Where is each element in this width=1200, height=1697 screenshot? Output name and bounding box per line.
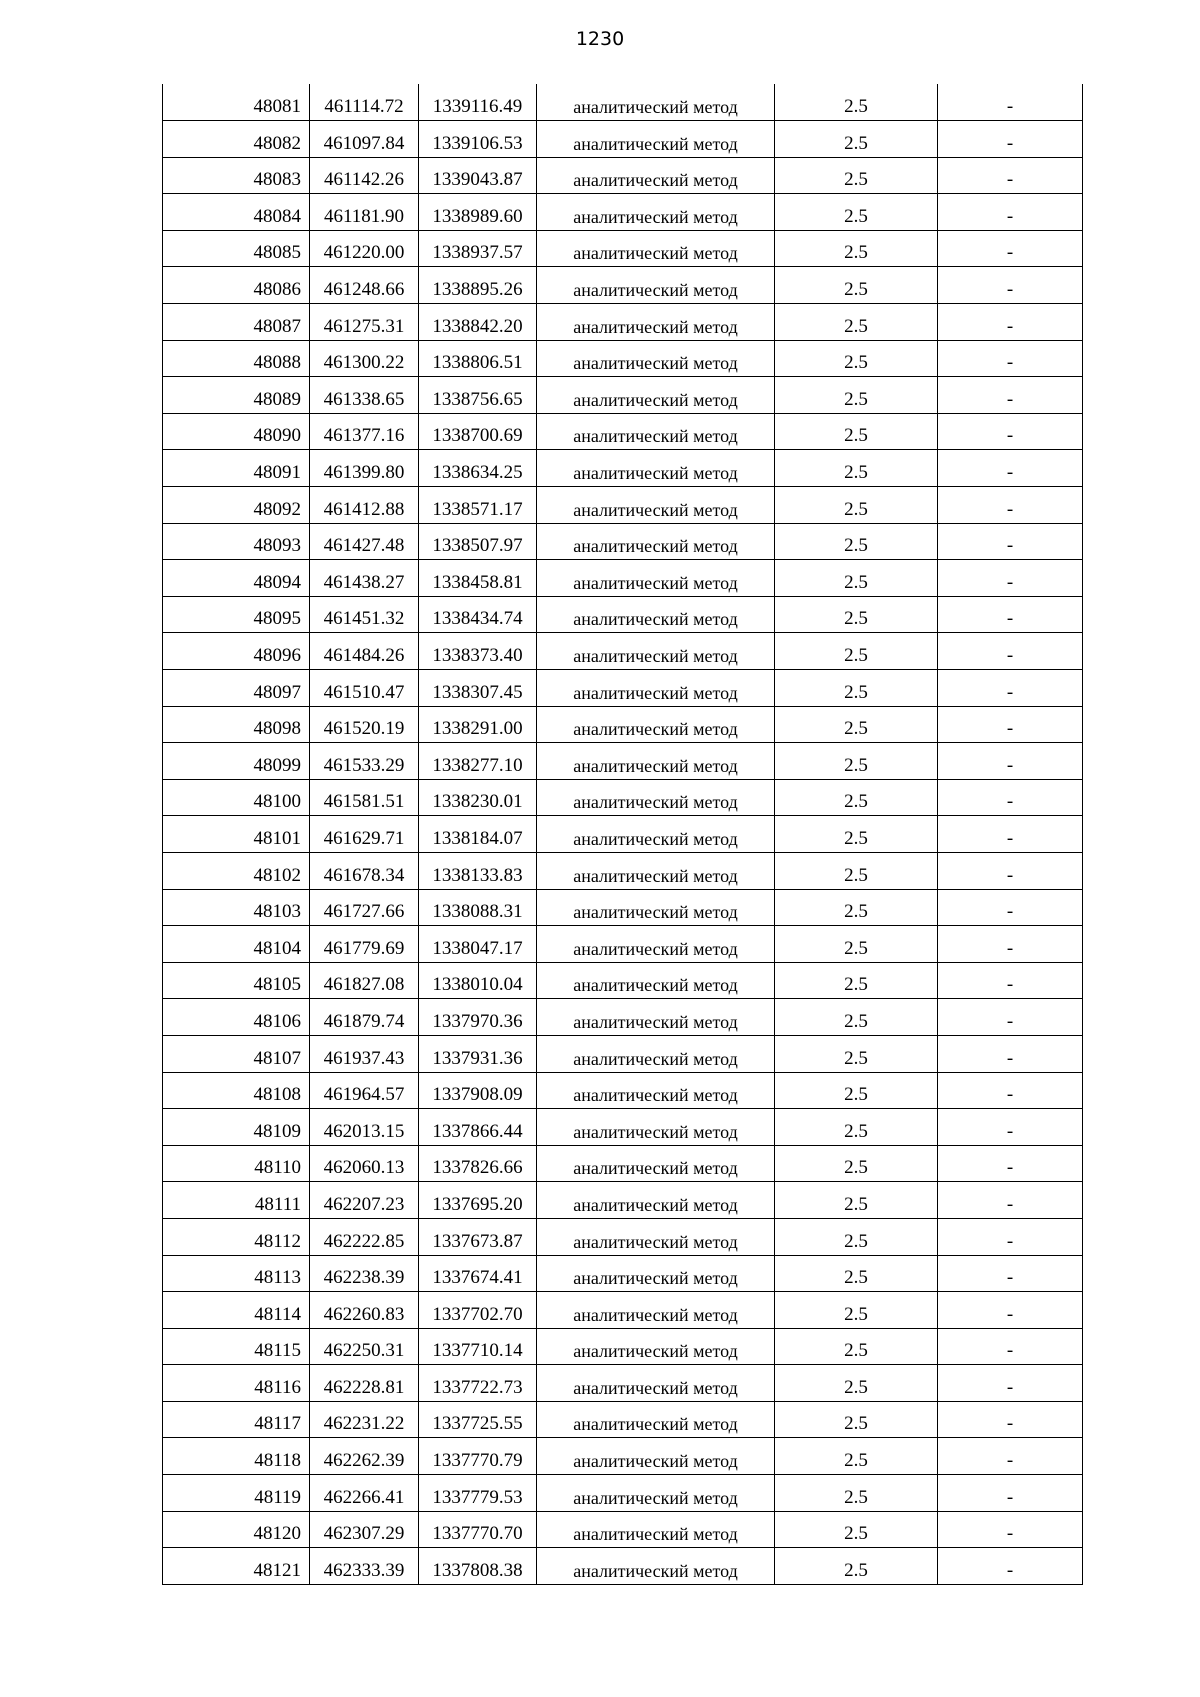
cell-point-number: 48116 xyxy=(163,1365,310,1402)
cell-x-coordinate: 461220.00 xyxy=(310,230,419,267)
cell-y-coordinate: 1338937.57 xyxy=(419,230,537,267)
cell-point-number: 48111 xyxy=(163,1182,310,1219)
cell-method: аналитический метод xyxy=(537,1475,775,1512)
cell-y-coordinate: 1338458.81 xyxy=(419,560,537,597)
cell-accuracy: 2.5 xyxy=(775,1401,938,1438)
table-row xyxy=(163,852,1083,889)
cell-y-coordinate: 1337908.09 xyxy=(419,1072,537,1109)
table-row xyxy=(163,1365,1083,1402)
cell-accuracy: 2.5 xyxy=(775,487,938,524)
cell-x-coordinate: 461937.43 xyxy=(310,1035,419,1072)
cell-accuracy: 2.5 xyxy=(775,1328,938,1365)
table-row xyxy=(163,194,1083,231)
cell-accuracy: 2.5 xyxy=(775,706,938,743)
cell-method: аналитический метод xyxy=(537,706,775,743)
cell-method: аналитический метод xyxy=(537,487,775,524)
cell-x-coordinate: 462238.39 xyxy=(310,1255,419,1292)
table-row xyxy=(163,706,1083,743)
table-row xyxy=(163,816,1083,853)
cell-point-number: 48120 xyxy=(163,1511,310,1548)
table-row xyxy=(163,1109,1083,1146)
cell-method: аналитический метод xyxy=(537,121,775,158)
cell-point-number: 48082 xyxy=(163,121,310,158)
cell-point-number: 48121 xyxy=(163,1548,310,1585)
cell-note: - xyxy=(938,743,1083,780)
cell-y-coordinate: 1338133.83 xyxy=(419,852,537,889)
cell-point-number: 48089 xyxy=(163,377,310,414)
cell-method: аналитический метод xyxy=(537,413,775,450)
table-row xyxy=(163,1511,1083,1548)
cell-accuracy: 2.5 xyxy=(775,596,938,633)
cell-note: - xyxy=(938,121,1083,158)
cell-accuracy: 2.5 xyxy=(775,267,938,304)
cell-accuracy: 2.5 xyxy=(775,230,938,267)
cell-method: аналитический метод xyxy=(537,194,775,231)
cell-note: - xyxy=(938,413,1083,450)
cell-x-coordinate: 461581.51 xyxy=(310,779,419,816)
cell-y-coordinate: 1338434.74 xyxy=(419,596,537,633)
cell-x-coordinate: 461533.29 xyxy=(310,743,419,780)
cell-y-coordinate: 1337695.20 xyxy=(419,1182,537,1219)
cell-accuracy: 2.5 xyxy=(775,121,938,158)
cell-method: аналитический метод xyxy=(537,743,775,780)
cell-x-coordinate: 461510.47 xyxy=(310,670,419,707)
cell-method: аналитический метод xyxy=(537,779,775,816)
cell-point-number: 48098 xyxy=(163,706,310,743)
cell-point-number: 48109 xyxy=(163,1109,310,1146)
cell-note: - xyxy=(938,560,1083,597)
cell-method: аналитический метод xyxy=(537,1218,775,1255)
cell-accuracy: 2.5 xyxy=(775,560,938,597)
cell-y-coordinate: 1338895.26 xyxy=(419,267,537,304)
cell-note: - xyxy=(938,487,1083,524)
cell-y-coordinate: 1337770.70 xyxy=(419,1511,537,1548)
cell-method: аналитический метод xyxy=(537,1145,775,1182)
cell-note: - xyxy=(938,304,1083,341)
cell-y-coordinate: 1337722.73 xyxy=(419,1365,537,1402)
table-row xyxy=(163,84,1083,121)
cell-x-coordinate: 461338.65 xyxy=(310,377,419,414)
cell-x-coordinate: 461827.08 xyxy=(310,962,419,999)
cell-method: аналитический метод xyxy=(537,377,775,414)
cell-accuracy: 2.5 xyxy=(775,1109,938,1146)
cell-note: - xyxy=(938,1072,1083,1109)
cell-point-number: 48110 xyxy=(163,1145,310,1182)
cell-method: аналитический метод xyxy=(537,304,775,341)
cell-x-coordinate: 462266.41 xyxy=(310,1475,419,1512)
cell-y-coordinate: 1339116.49 xyxy=(419,84,537,121)
cell-y-coordinate: 1338700.69 xyxy=(419,413,537,450)
table-row xyxy=(163,157,1083,194)
cell-y-coordinate: 1338989.60 xyxy=(419,194,537,231)
cell-accuracy: 2.5 xyxy=(775,962,938,999)
cell-note: - xyxy=(938,1548,1083,1585)
table-row xyxy=(163,1035,1083,1072)
cell-accuracy: 2.5 xyxy=(775,1548,938,1585)
cell-note: - xyxy=(938,1182,1083,1219)
cell-x-coordinate: 462207.23 xyxy=(310,1182,419,1219)
cell-method: аналитический метод xyxy=(537,340,775,377)
cell-method: аналитический метод xyxy=(537,1511,775,1548)
cell-x-coordinate: 462262.39 xyxy=(310,1438,419,1475)
cell-y-coordinate: 1338184.07 xyxy=(419,816,537,853)
cell-method: аналитический метод xyxy=(537,230,775,267)
cell-point-number: 48081 xyxy=(163,84,310,121)
cell-x-coordinate: 462060.13 xyxy=(310,1145,419,1182)
cell-point-number: 48093 xyxy=(163,523,310,560)
cell-x-coordinate: 461114.72 xyxy=(310,84,419,121)
cell-y-coordinate: 1338756.65 xyxy=(419,377,537,414)
cell-x-coordinate: 462307.29 xyxy=(310,1511,419,1548)
cell-accuracy: 2.5 xyxy=(775,1511,938,1548)
table-row xyxy=(163,1145,1083,1182)
cell-note: - xyxy=(938,1328,1083,1365)
table-row xyxy=(163,1328,1083,1365)
table-body xyxy=(163,84,1083,1584)
cell-x-coordinate: 461629.71 xyxy=(310,816,419,853)
cell-y-coordinate: 1338291.00 xyxy=(419,706,537,743)
cell-y-coordinate: 1339106.53 xyxy=(419,121,537,158)
cell-y-coordinate: 1338842.20 xyxy=(419,304,537,341)
cell-point-number: 48091 xyxy=(163,450,310,487)
table-row xyxy=(163,743,1083,780)
cell-accuracy: 2.5 xyxy=(775,1218,938,1255)
table-row xyxy=(163,1401,1083,1438)
cell-x-coordinate: 461412.88 xyxy=(310,487,419,524)
table-row xyxy=(163,121,1083,158)
cell-y-coordinate: 1337702.70 xyxy=(419,1292,537,1329)
cell-accuracy: 2.5 xyxy=(775,450,938,487)
table-row xyxy=(163,340,1083,377)
cell-x-coordinate: 462228.81 xyxy=(310,1365,419,1402)
cell-method: аналитический метод xyxy=(537,1548,775,1585)
cell-method: аналитический метод xyxy=(537,816,775,853)
cell-method: аналитический метод xyxy=(537,926,775,963)
cell-y-coordinate: 1337970.36 xyxy=(419,999,537,1036)
table-row xyxy=(163,304,1083,341)
cell-point-number: 48101 xyxy=(163,816,310,853)
cell-note: - xyxy=(938,1438,1083,1475)
table-row xyxy=(163,267,1083,304)
table-row xyxy=(163,926,1083,963)
cell-accuracy: 2.5 xyxy=(775,194,938,231)
cell-y-coordinate: 1338634.25 xyxy=(419,450,537,487)
cell-point-number: 48104 xyxy=(163,926,310,963)
cell-accuracy: 2.5 xyxy=(775,999,938,1036)
cell-x-coordinate: 461427.48 xyxy=(310,523,419,560)
cell-point-number: 48092 xyxy=(163,487,310,524)
cell-method: аналитический метод xyxy=(537,523,775,560)
cell-x-coordinate: 461377.16 xyxy=(310,413,419,450)
cell-x-coordinate: 461142.26 xyxy=(310,157,419,194)
cell-accuracy: 2.5 xyxy=(775,84,938,121)
cell-y-coordinate: 1337826.66 xyxy=(419,1145,537,1182)
cell-point-number: 48115 xyxy=(163,1328,310,1365)
cell-note: - xyxy=(938,670,1083,707)
cell-point-number: 48117 xyxy=(163,1401,310,1438)
cell-accuracy: 2.5 xyxy=(775,523,938,560)
cell-accuracy: 2.5 xyxy=(775,743,938,780)
cell-point-number: 48084 xyxy=(163,194,310,231)
cell-method: аналитический метод xyxy=(537,267,775,304)
cell-note: - xyxy=(938,633,1083,670)
cell-method: аналитический метод xyxy=(537,670,775,707)
cell-y-coordinate: 1338047.17 xyxy=(419,926,537,963)
table-row xyxy=(163,450,1083,487)
table-row xyxy=(163,523,1083,560)
cell-note: - xyxy=(938,962,1083,999)
cell-note: - xyxy=(938,377,1083,414)
table-row xyxy=(163,487,1083,524)
cell-method: аналитический метод xyxy=(537,596,775,633)
cell-point-number: 48108 xyxy=(163,1072,310,1109)
cell-point-number: 48083 xyxy=(163,157,310,194)
cell-point-number: 48106 xyxy=(163,999,310,1036)
cell-y-coordinate: 1337808.38 xyxy=(419,1548,537,1585)
table-row xyxy=(163,1255,1083,1292)
cell-point-number: 48102 xyxy=(163,852,310,889)
cell-point-number: 48085 xyxy=(163,230,310,267)
cell-point-number: 48113 xyxy=(163,1255,310,1292)
cell-x-coordinate: 461678.34 xyxy=(310,852,419,889)
cell-method: аналитический метод xyxy=(537,1365,775,1402)
cell-note: - xyxy=(938,999,1083,1036)
cell-y-coordinate: 1338307.45 xyxy=(419,670,537,707)
cell-point-number: 48095 xyxy=(163,596,310,633)
cell-y-coordinate: 1338806.51 xyxy=(419,340,537,377)
cell-note: - xyxy=(938,340,1083,377)
cell-accuracy: 2.5 xyxy=(775,340,938,377)
cell-method: аналитический метод xyxy=(537,962,775,999)
cell-y-coordinate: 1337710.14 xyxy=(419,1328,537,1365)
cell-note: - xyxy=(938,1401,1083,1438)
cell-y-coordinate: 1338507.97 xyxy=(419,523,537,560)
cell-x-coordinate: 461964.57 xyxy=(310,1072,419,1109)
table-row xyxy=(163,779,1083,816)
cell-method: аналитический метод xyxy=(537,560,775,597)
table-row xyxy=(163,1438,1083,1475)
cell-note: - xyxy=(938,194,1083,231)
table-row xyxy=(163,999,1083,1036)
coordinates-table xyxy=(162,84,1083,1585)
cell-note: - xyxy=(938,926,1083,963)
cell-accuracy: 2.5 xyxy=(775,1255,938,1292)
cell-method: аналитический метод xyxy=(537,1035,775,1072)
cell-accuracy: 2.5 xyxy=(775,157,938,194)
table-row xyxy=(163,1548,1083,1585)
cell-accuracy: 2.5 xyxy=(775,1182,938,1219)
cell-note: - xyxy=(938,1145,1083,1182)
cell-point-number: 48097 xyxy=(163,670,310,707)
table-row xyxy=(163,1072,1083,1109)
cell-method: аналитический метод xyxy=(537,1292,775,1329)
cell-point-number: 48119 xyxy=(163,1475,310,1512)
cell-note: - xyxy=(938,779,1083,816)
cell-y-coordinate: 1338277.10 xyxy=(419,743,537,780)
cell-y-coordinate: 1337779.53 xyxy=(419,1475,537,1512)
cell-note: - xyxy=(938,1035,1083,1072)
cell-note: - xyxy=(938,596,1083,633)
cell-note: - xyxy=(938,852,1083,889)
cell-method: аналитический метод xyxy=(537,889,775,926)
cell-method: аналитический метод xyxy=(537,1255,775,1292)
cell-point-number: 48118 xyxy=(163,1438,310,1475)
cell-method: аналитический метод xyxy=(537,1109,775,1146)
cell-accuracy: 2.5 xyxy=(775,1475,938,1512)
cell-note: - xyxy=(938,1365,1083,1402)
cell-note: - xyxy=(938,84,1083,121)
table-row xyxy=(163,962,1083,999)
cell-accuracy: 2.5 xyxy=(775,670,938,707)
table-row xyxy=(163,889,1083,926)
cell-method: аналитический метод xyxy=(537,157,775,194)
cell-accuracy: 2.5 xyxy=(775,1035,938,1072)
table-row xyxy=(163,560,1083,597)
cell-accuracy: 2.5 xyxy=(775,926,938,963)
cell-x-coordinate: 462333.39 xyxy=(310,1548,419,1585)
cell-accuracy: 2.5 xyxy=(775,1292,938,1329)
cell-note: - xyxy=(938,267,1083,304)
cell-accuracy: 2.5 xyxy=(775,816,938,853)
cell-x-coordinate: 461181.90 xyxy=(310,194,419,231)
cell-accuracy: 2.5 xyxy=(775,852,938,889)
table-row xyxy=(163,1182,1083,1219)
cell-point-number: 48088 xyxy=(163,340,310,377)
cell-point-number: 48103 xyxy=(163,889,310,926)
cell-x-coordinate: 462013.15 xyxy=(310,1109,419,1146)
cell-accuracy: 2.5 xyxy=(775,1438,938,1475)
cell-y-coordinate: 1338088.31 xyxy=(419,889,537,926)
cell-note: - xyxy=(938,1255,1083,1292)
cell-x-coordinate: 461484.26 xyxy=(310,633,419,670)
table-row xyxy=(163,377,1083,414)
cell-point-number: 48099 xyxy=(163,743,310,780)
cell-accuracy: 2.5 xyxy=(775,377,938,414)
cell-x-coordinate: 461399.80 xyxy=(310,450,419,487)
cell-method: аналитический метод xyxy=(537,999,775,1036)
cell-point-number: 48094 xyxy=(163,560,310,597)
cell-x-coordinate: 461438.27 xyxy=(310,560,419,597)
cell-y-coordinate: 1337725.55 xyxy=(419,1401,537,1438)
cell-accuracy: 2.5 xyxy=(775,304,938,341)
cell-point-number: 48087 xyxy=(163,304,310,341)
cell-y-coordinate: 1337770.79 xyxy=(419,1438,537,1475)
cell-accuracy: 2.5 xyxy=(775,1072,938,1109)
cell-note: - xyxy=(938,1475,1083,1512)
table-row xyxy=(163,230,1083,267)
cell-method: аналитический метод xyxy=(537,450,775,487)
cell-x-coordinate: 461879.74 xyxy=(310,999,419,1036)
cell-note: - xyxy=(938,1511,1083,1548)
page-number: 1230 xyxy=(575,28,625,50)
cell-x-coordinate: 461275.31 xyxy=(310,304,419,341)
table-row xyxy=(163,1475,1083,1512)
cell-note: - xyxy=(938,1218,1083,1255)
cell-y-coordinate: 1338230.01 xyxy=(419,779,537,816)
cell-y-coordinate: 1338010.04 xyxy=(419,962,537,999)
cell-point-number: 48096 xyxy=(163,633,310,670)
cell-accuracy: 2.5 xyxy=(775,889,938,926)
cell-point-number: 48114 xyxy=(163,1292,310,1329)
cell-note: - xyxy=(938,450,1083,487)
cell-y-coordinate: 1339043.87 xyxy=(419,157,537,194)
cell-x-coordinate: 462250.31 xyxy=(310,1328,419,1365)
cell-y-coordinate: 1337673.87 xyxy=(419,1218,537,1255)
cell-note: - xyxy=(938,523,1083,560)
cell-note: - xyxy=(938,1109,1083,1146)
cell-x-coordinate: 461300.22 xyxy=(310,340,419,377)
cell-note: - xyxy=(938,816,1083,853)
table-row xyxy=(163,633,1083,670)
cell-accuracy: 2.5 xyxy=(775,1145,938,1182)
cell-point-number: 48100 xyxy=(163,779,310,816)
cell-note: - xyxy=(938,706,1083,743)
table-row xyxy=(163,413,1083,450)
cell-point-number: 48086 xyxy=(163,267,310,304)
cell-point-number: 48105 xyxy=(163,962,310,999)
cell-x-coordinate: 461779.69 xyxy=(310,926,419,963)
cell-x-coordinate: 461451.32 xyxy=(310,596,419,633)
cell-x-coordinate: 462260.83 xyxy=(310,1292,419,1329)
cell-accuracy: 2.5 xyxy=(775,633,938,670)
cell-method: аналитический метод xyxy=(537,1438,775,1475)
cell-x-coordinate: 461520.19 xyxy=(310,706,419,743)
cell-x-coordinate: 461248.66 xyxy=(310,267,419,304)
cell-y-coordinate: 1337674.41 xyxy=(419,1255,537,1292)
cell-y-coordinate: 1337931.36 xyxy=(419,1035,537,1072)
cell-y-coordinate: 1338571.17 xyxy=(419,487,537,524)
cell-accuracy: 2.5 xyxy=(775,779,938,816)
cell-method: аналитический метод xyxy=(537,1072,775,1109)
cell-method: аналитический метод xyxy=(537,84,775,121)
cell-method: аналитический метод xyxy=(537,1401,775,1438)
cell-x-coordinate: 461727.66 xyxy=(310,889,419,926)
cell-x-coordinate: 462222.85 xyxy=(310,1218,419,1255)
cell-x-coordinate: 461097.84 xyxy=(310,121,419,158)
cell-point-number: 48107 xyxy=(163,1035,310,1072)
table-row xyxy=(163,1218,1083,1255)
cell-method: аналитический метод xyxy=(537,1182,775,1219)
cell-point-number: 48112 xyxy=(163,1218,310,1255)
cell-note: - xyxy=(938,1292,1083,1329)
table-row xyxy=(163,670,1083,707)
cell-accuracy: 2.5 xyxy=(775,413,938,450)
cell-x-coordinate: 462231.22 xyxy=(310,1401,419,1438)
cell-y-coordinate: 1337866.44 xyxy=(419,1109,537,1146)
cell-accuracy: 2.5 xyxy=(775,1365,938,1402)
cell-note: - xyxy=(938,889,1083,926)
cell-note: - xyxy=(938,157,1083,194)
cell-method: аналитический метод xyxy=(537,633,775,670)
cell-point-number: 48090 xyxy=(163,413,310,450)
table-row xyxy=(163,1292,1083,1329)
cell-note: - xyxy=(938,230,1083,267)
cell-method: аналитический метод xyxy=(537,852,775,889)
cell-y-coordinate: 1338373.40 xyxy=(419,633,537,670)
cell-method: аналитический метод xyxy=(537,1328,775,1365)
table-row xyxy=(163,596,1083,633)
